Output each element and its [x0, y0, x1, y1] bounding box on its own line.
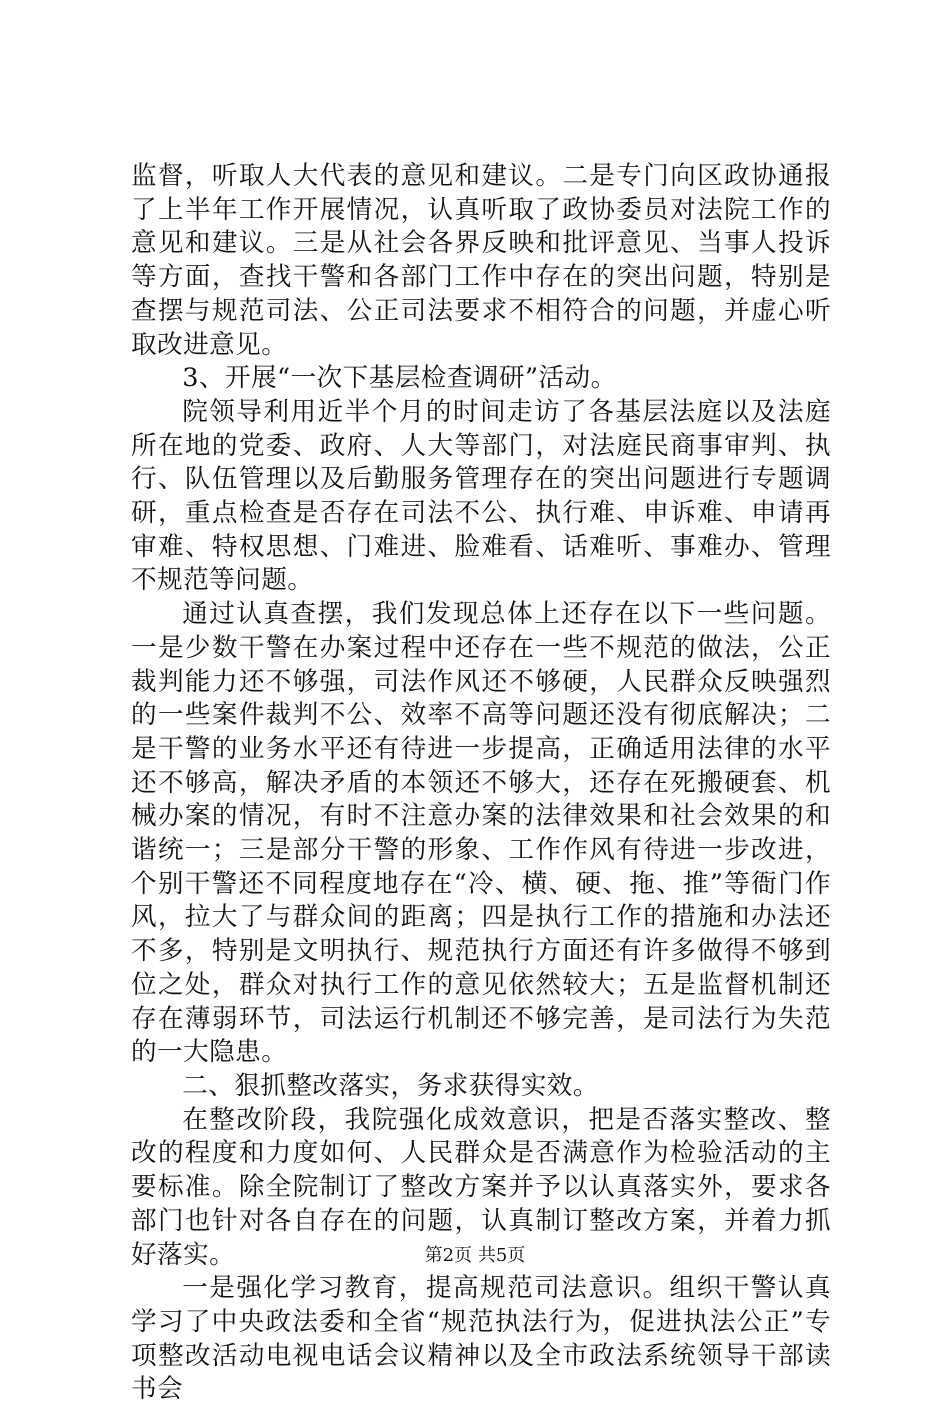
page-footer: 第2页 共5页 — [424, 1245, 526, 1266]
document-body — [131, 160, 831, 1407]
paragraph-1: 监督，听取人大代表的意见和建议。二是专门向区政协通报了上半年工作开展情况，认真听取了政协委员对法院工作的意见和建议。三是从社会各界反映和批评意见、当事人投诉等方面，查找干警和各部门工作中存在的突出问题，特别是查摆与规范司法、公正司法要求不相符合的问题，并虚心听取改进意见。 — [131, 161, 831, 360]
paragraph-7: 一是强化学习教育，提高规范司法意识。组织干警认真学习了中央政法委和全省“规范执法行为，促进执法公正”专项整改活动电视电话会议精神以及全市政法系统领导干部读书会 — [131, 1273, 831, 1405]
paragraph-6: 在整改阶段，我院强化成效意识，把是否落实整改、整改的程度和力度如何、人民群众是否满意作为检验活动的主要标准。除全院制订了整改方案并予以认真落实外，要求各部门也针对各自存在的问题，认真制订整改方案，并着力抓好落实。 — [131, 1104, 831, 1270]
paragraph-2: 3、开展“一次下基层检查调研”活动。 — [182, 363, 617, 394]
paragraph-5-heading: 二、狠抓整改落实，务求获得实效。 — [182, 1070, 599, 1101]
paragraph-4: 通过认真查摆，我们发现总体上还存在以下一些问题。一是少数干警在办案过程中还存在一些不规范的做法，公正裁判能力还不够强，司法作风还不够硬，人民群众反映强烈的一些案件裁判不公、效率不高等问题还没有彻底解决；二是干警的业务水平还有待进一步提高，正确适用法律的水平还不够高，解决矛盾的本领还不够大，还存在死搬硬套、机械办案的情况，有时不注意办案的法律效果和社会效果的和谐统一；三是部分干警的形象、工作作风有待进一步改进，个别干警还不同程度地存在“冷、横、硬、拖、推”等衙门作风，拉大了与群众间的距离；四是执行工作的措施和办法还不多，特别是文明执行、规范执行方面还有许多做得不够到位之处，群众对执行工作的意见依然较大；五是监督机制还存在薄弱环节，司法运行机制还不够完善，是司法行为失范的一大隐患。 — [131, 599, 831, 1068]
paragraph-3: 院领导利用近半个月的时间走访了各基层法庭以及法庭所在地的党委、政府、人大等部门，对法庭民商事审判、执行、队伍管理以及后勤服务管理存在的突出问题进行专题调研，重点检查是否存在司法不公、执行难、申诉难、申请再审难、特权思想、门难进、脸难看、话难听、事难办、管理不规范等问题。 — [131, 396, 831, 596]
